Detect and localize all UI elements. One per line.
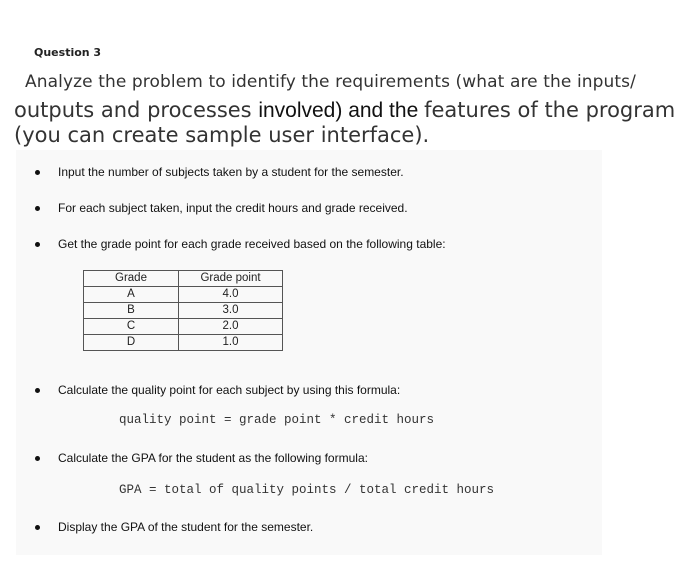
bullet-icon — [35, 170, 40, 175]
bullet-item-6: Display the GPA of the student for the semester. — [58, 520, 314, 534]
bullet-icon — [35, 388, 40, 393]
grade-cell: C — [84, 319, 179, 335]
grade-table-header — [84, 271, 283, 287]
bullet-item-5: Calculate the GPA for the student as the following formula: — [58, 451, 368, 465]
table-row — [84, 287, 283, 303]
bullet-item-2: For each subject taken, input the credit hours and grade received. — [58, 201, 408, 215]
prompt-line-2-part-a: outputs and processes — [14, 98, 259, 122]
bullet-item-4: Calculate the quality point for each subject by using this formula: — [58, 383, 401, 397]
grade-point-header: Grade point — [179, 271, 283, 287]
bullet-icon — [35, 242, 40, 247]
grade-cell: D — [84, 335, 179, 351]
table-row — [84, 319, 283, 335]
grade-cell: B — [84, 303, 179, 319]
quality-point-formula: quality point = grade point * credit hours — [119, 413, 435, 427]
question-title: Question 3 — [34, 46, 102, 59]
grade-point-cell: 1.0 — [179, 335, 283, 351]
grade-header: Grade — [84, 271, 179, 287]
table-row — [84, 335, 283, 351]
prompt-line-3: (you can create sample user interface). — [14, 123, 430, 147]
bullet-icon — [35, 456, 40, 461]
bullet-icon — [35, 206, 40, 211]
grade-point-cell: 4.0 — [179, 287, 283, 303]
bullet-item-3: Get the grade point for each grade received based on the following table: — [58, 237, 446, 251]
gpa-formula: GPA = total of quality points / total credit hours — [119, 483, 495, 497]
table-row — [84, 303, 283, 319]
grade-point-cell: 2.0 — [179, 319, 283, 335]
bullet-icon — [35, 525, 40, 530]
grade-cell: A — [84, 287, 179, 303]
prompt-line-2 — [14, 98, 675, 123]
prompt-line-2-part-b: involved) and the — [258, 99, 425, 122]
prompt-line-2-part-c: features of the program — [424, 98, 675, 122]
grade-point-cell: 3.0 — [179, 303, 283, 319]
bullet-item-1: Input the number of subjects taken by a student for the semester. — [58, 165, 404, 179]
grade-table — [83, 270, 283, 351]
prompt-line-1: Analyze the problem to identify the requirements (what are the inputs/ — [25, 72, 636, 92]
